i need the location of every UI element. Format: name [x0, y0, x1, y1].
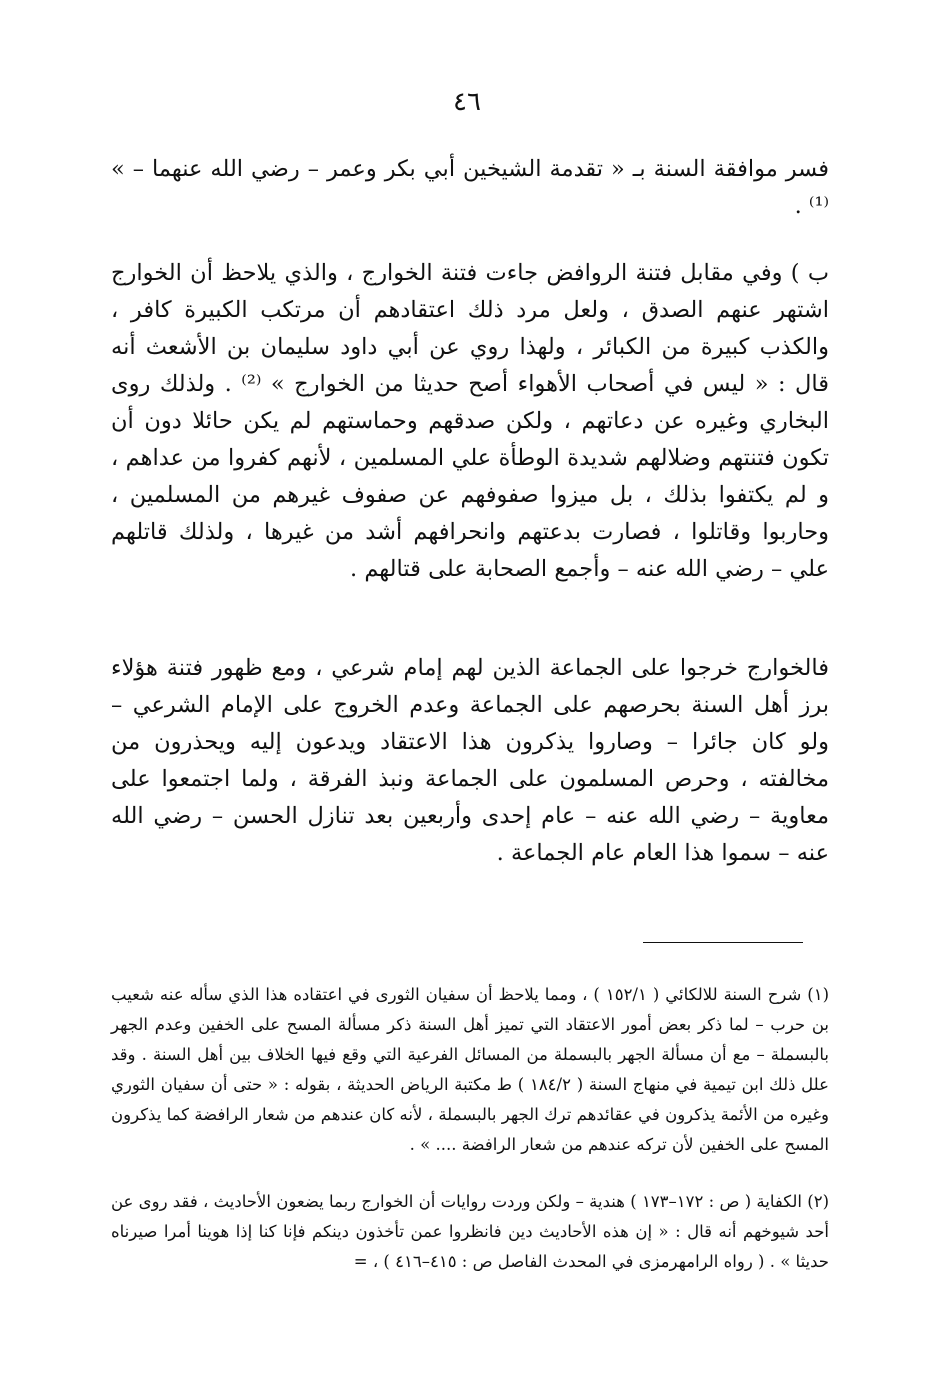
footnote-divider: [643, 942, 803, 943]
footnote-1-text: (١) شرح السنة للالكائي ( ١٥٢/١ ) ، ومما يلاحظ أن سفيان الثورى في اعتقاده هذا الذي سأله عنه شعيب بن حرب – لما ذكر بعض أمور الاعتقاد التي تميز أهل السنة ذكر مسألة المسح على الخفين وعدم الجهر بالبسملة – مع أن مسألة الجهر بالبسملة من المسائل الفرعية التي وقع فيها الخلاف بين أهل السنة . وقد علل ذلك ابن تيمية في منهاج السنة ( ١٨٤/٢ ) ط مكتبة الرياض الحديثة ، بقوله : « حتى أن سفيان الثوري وغيره من الأئمة يذكرون في عقائدهم ترك الجهر بالبسملة ، لأنه كان عندهم من شعار الرافضة كما يذكرون المسح على الخفين لأن تركه عندهم من شعار الرافضة .... » .: [111, 985, 829, 1154]
paragraph-2: [111, 255, 829, 588]
page-number: ٤٦: [453, 87, 481, 117]
paragraph-2-text: ب ) وفي مقابل فتنة الروافض جاءت فتنة الخوارج ، والذي يلاحظ أن الخوارج اشتهر عنهم الصدق ، ولعل مرد ذلك اعتقادهم أن مرتكب الكبيرة كافر ، والكذب كبيرة من الكبائر ، ولهذا روي عن أبي داود سليمان بن الأشعث أنه قال : « ليس في أصحاب الأهواء أصح حديثا من الخوارج » ⁽²⁾ . ولذلك روى البخاري وغيره عن دعاتهم ، ولكن صدقهم وحماستهم لم يكن حائلا دون أن تكون فتنتهم وضلالهم شديدة الوطأة علي المسلمين ، لأنهم كفروا من عداهم ، و لم يكتفوا بذلك ، بل ميزوا صفوفهم عن صفوف غيرهم من المسلمين ، وحاربوا وقاتلوا ، فصارت بدعتهم وانحرافهم أشد من غيرها ، ولذلك قاتلهم علي – رضي الله عنه – وأجمع الصحابة على قتالهم .: [111, 260, 829, 582]
paragraph-1-text: فسر موافقة السنة بـ « تقدمة الشيخين أبي بكر وعمر – رضي الله عنهما – » ⁽¹⁾ .: [111, 156, 829, 219]
paragraph-3: [111, 650, 829, 872]
paragraph-3-text: فالخوارج خرجوا على الجماعة الذين لهم إمام شرعي ، ومع ظهور فتنة هؤلاء برز أهل السنة بحرصهم على الجماعة وعدم الخروج على الإمام الشرعي – ولو كان جائرا – وصاروا يذكرون هذا الاعتقاد ويدعون إليه ويحذرون من مخالفته ، وحرص المسلمون على الجماعة ونبذ الفرقة ، ولما اجتمعوا على معاوية – رضي الله عنه – عام إحدى وأربعين بعد تنازل الحسن – رضي الله عنه – سموا هذا العام عام الجماعة .: [111, 655, 829, 866]
footnote-2: [111, 1187, 829, 1277]
paragraph-1: [111, 151, 829, 225]
footnote-1: [111, 980, 829, 1160]
footnote-2-text: (٢) الكفاية ( ص : ١٧٢–١٧٣ ) هندية – ولكن وردت روايات أن الخوارج ربما يضعون الأحاديث ، فقد روى عن أحد شيوخهم أنه قال : « إن هذه الأحاديث دين فانظروا عمن تأخذون دينكم فإنا كنا إذا هوينا أمرا صيرناه حديثا » . ( رواه الرامهرمزى في المحدث الفاصل ص : ٤١٥–٤١٦ ) ، =: [111, 1192, 829, 1271]
